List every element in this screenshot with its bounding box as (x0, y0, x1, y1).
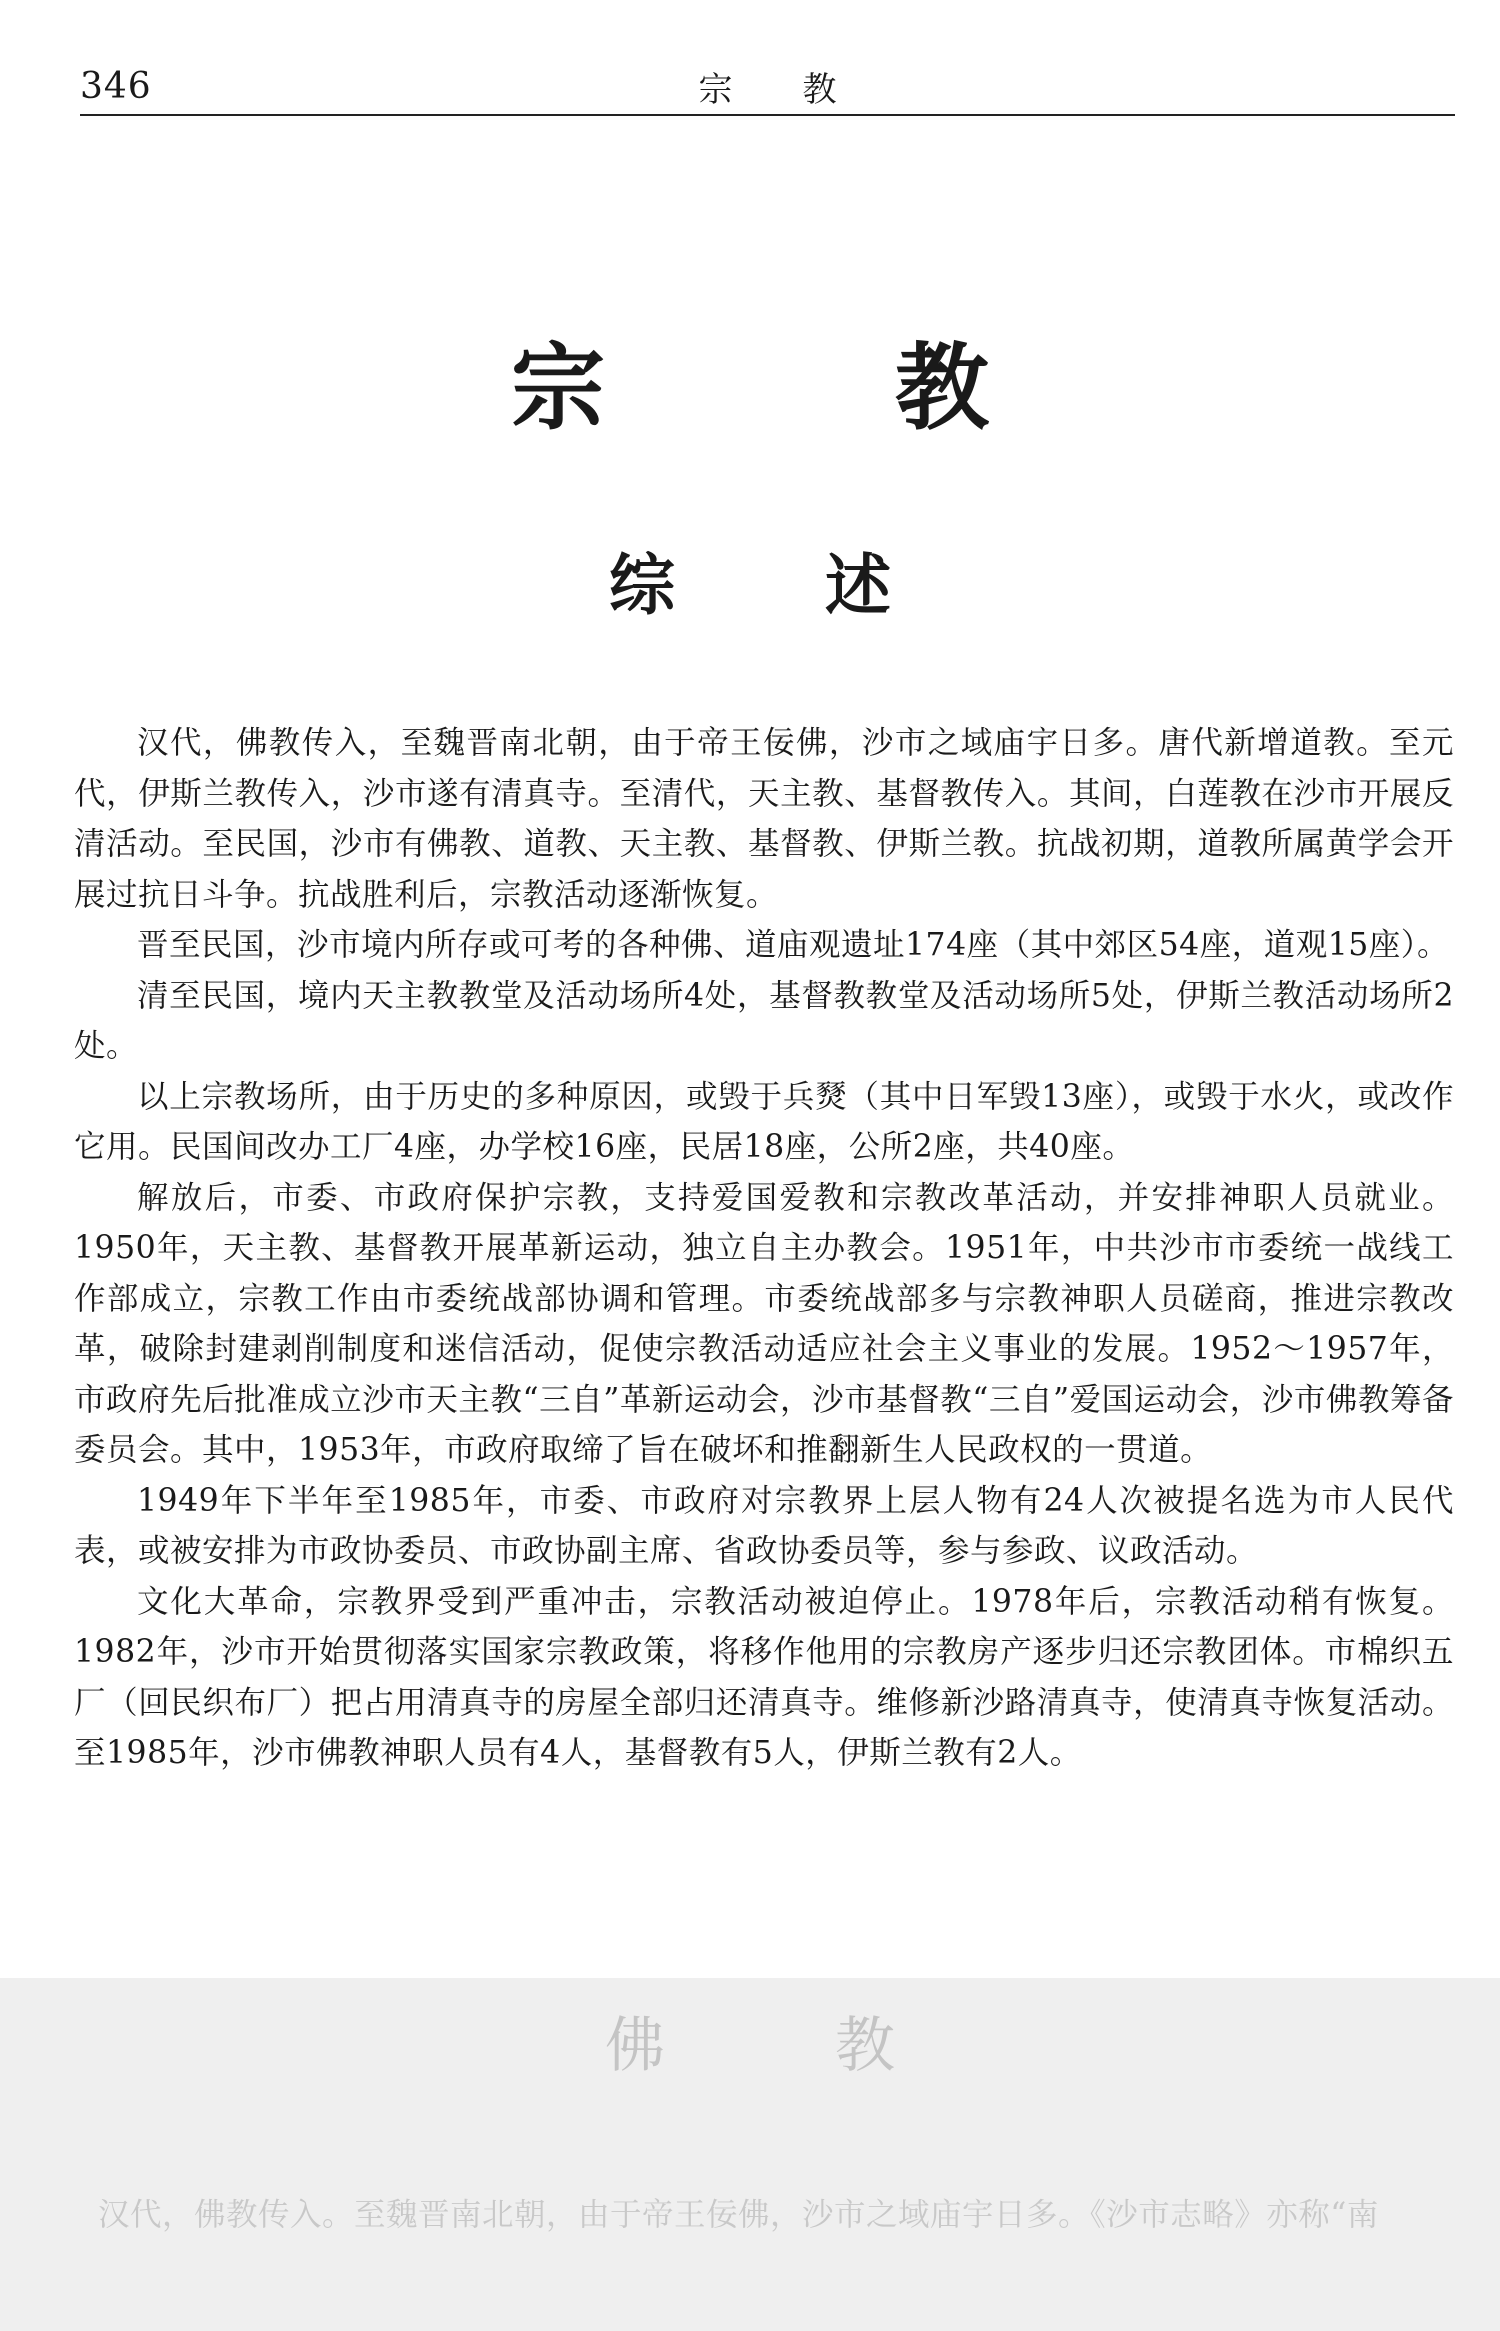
body-text (74, 718, 1454, 1779)
sub-section-title: 佛教 (605, 2011, 1065, 2081)
paragraph: 解放后，市委、市政府保护宗教，支持爱国爱教和宗教改革活动，并安排神职人员就业。1950年，天主教、基督教开展革新运动，独立自主办教会。1951年，中共沙市市委统一战线工作部成立，宗教工作由市委统战部协调和管理。市委统战部多与宗教神职人员磋商，推进宗教改革，破除封建剥削制度和迷信活动，促使宗教活动适应社会主义事业的发展。1952～1957年，市政府先后批准成立沙市天主教“三自”革新运动会，沙市基督教“三自”爱国运动会，沙市佛教筹备委员会。其中，1953年，市政府取缔了旨在破坏和推翻新生人民政权的一贯道。 (74, 1179, 1454, 1468)
paragraph: 1949年下半年至1985年，市委、市政府对宗教界上层人物有24人次被提名选为市人民代表，或被安排为市政协委员、市政协副主席、省政协委员等，参与参政、议政活动。 (74, 1482, 1454, 1569)
paragraph: 汉代，佛教传入，至魏晋南北朝，由于帝王佞佛，沙市之域庙宇日多。唐代新增道教。至元代，伊斯兰教传入，沙市遂有清真寺。至清代，天主教、基督教传入。其间，白莲教在沙市开展反清活动。至民国，沙市有佛教、道教、天主教、基督教、伊斯兰教。抗战初期，道教所属黄学会开展过抗日斗争。抗战胜利后，宗教活动逐渐恢复。 (74, 725, 1454, 913)
chapter-title: 宗教 (510, 334, 1279, 443)
paragraph: 以上宗教场所，由于历史的多种原因，或毁于兵燹（其中日军毁13座），或毁于水火，或改作它用。民国间改办工厂4座，办学校16座，民居18座，公所2座，共40座。 (74, 1078, 1454, 1165)
paragraph: 文化大革命，宗教界受到严重冲击，宗教活动被迫停止。1978年后，宗教活动稍有恢复。1982年，沙市开始贯彻落实国家宗教政策，将移作他用的宗教房产逐步归还宗教团体。市棉织五厂（回民织布厂）把占用清真寺的房屋全部归还清真寺。维修新沙路清真寺，使清真寺恢复活动。至1985年，沙市佛教神职人员有4人，基督教有5人，伊斯兰教有2人。 (74, 1583, 1454, 1771)
header-rule (80, 114, 1455, 116)
paragraph: 晋至民国，沙市境内所存或可考的各种佛、道庙观遗址174座（其中郊区54座，道观15座）。 (137, 927, 1450, 963)
sub-section-first-line: 汉代，佛教传入。至魏晋南北朝，由于帝王佞佛，沙市之域庙宇日多。《沙市志略》亦称“南 (98, 2197, 1379, 2233)
running-head: 宗教 (698, 70, 907, 110)
page-header (80, 58, 1455, 118)
section-title: 综述 (609, 547, 1041, 624)
paragraph: 清至民国，境内天主教教堂及活动场所4处，基督教教堂及活动场所5处，伊斯兰教活动场所2处。 (74, 977, 1454, 1064)
page-number: 346 (80, 66, 152, 107)
